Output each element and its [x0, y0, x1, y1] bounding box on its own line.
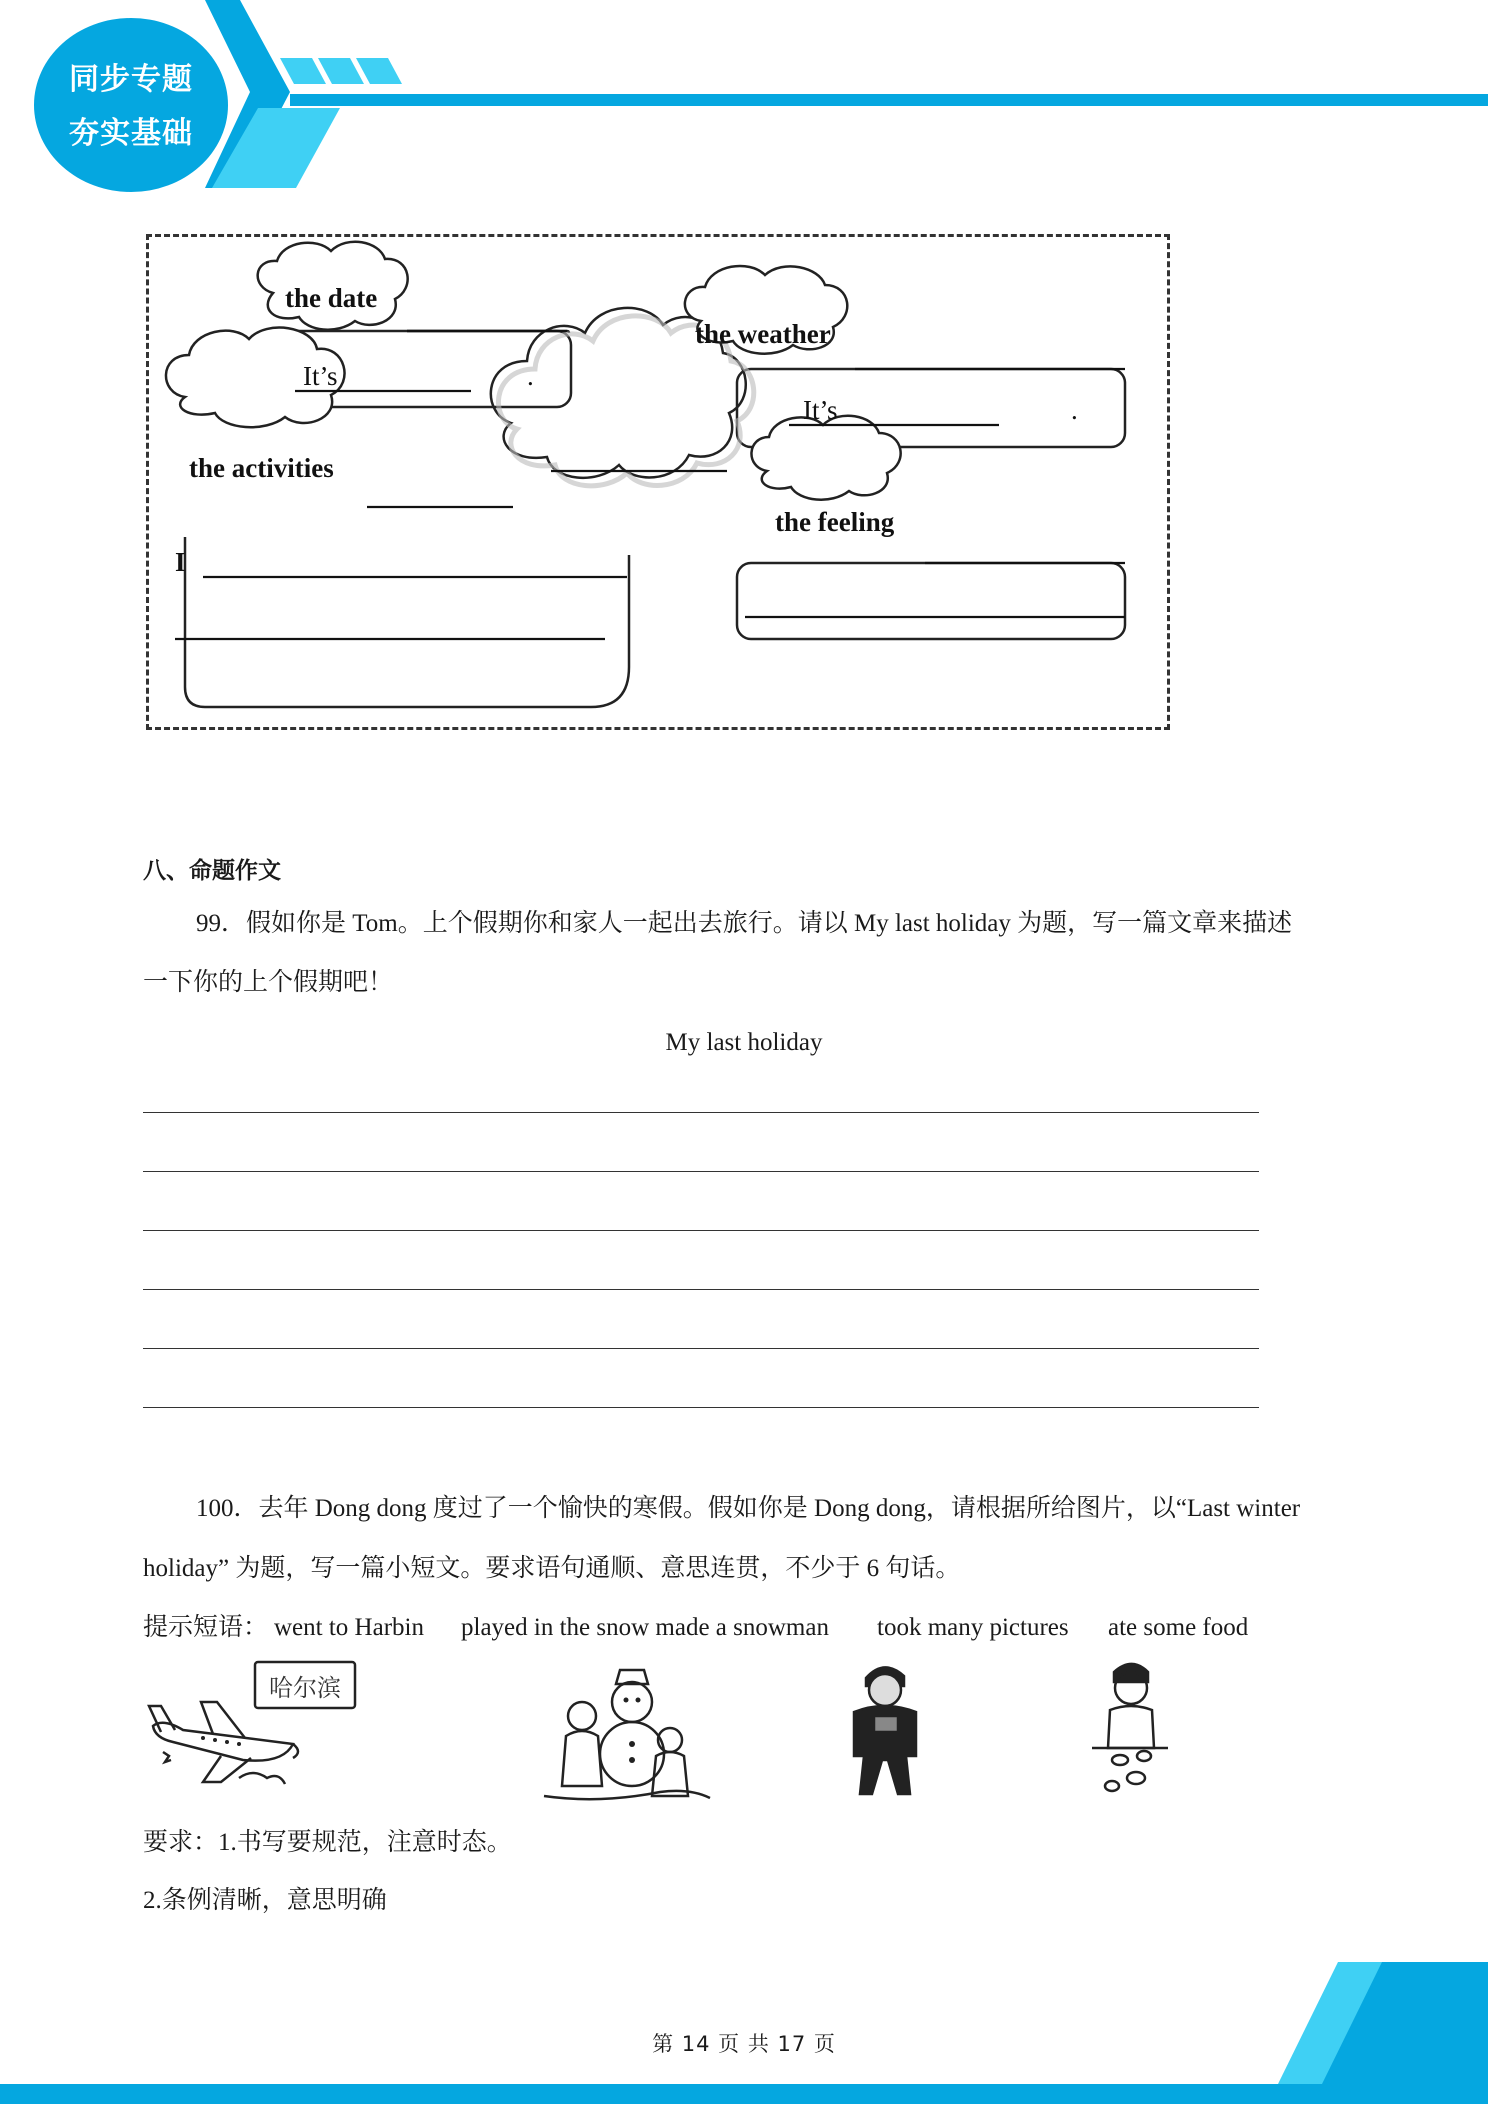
requirement-2: 2.条例清晰，意思明确 [143, 1887, 387, 1914]
badge-line-2: 夯实基础 [69, 116, 193, 151]
writing-line[interactable] [143, 1171, 1259, 1172]
footer-banner-graphic [0, 1950, 1488, 2104]
writing-line[interactable] [143, 1112, 1259, 1113]
activities-sentence: I [175, 547, 186, 577]
writing-line[interactable] [143, 1348, 1259, 1349]
page-header [0, 0, 1488, 200]
date-period: . [527, 361, 534, 391]
hint-phrase: played in the snow made a snowman [461, 1614, 829, 1641]
hint-phrase: ate some food [1108, 1614, 1249, 1641]
q99-prompt-line1: 99．假如你是 Tom。上个假期你和家人一起出去旅行。请以 My last holiday 为题，写一篇文章来描述 [196, 910, 1293, 937]
eating-boy-illustration [1090, 1656, 1170, 1808]
hint-phrase: went to Harbin [274, 1614, 424, 1641]
essay-title: My last holiday [665, 1029, 823, 1056]
date-sentence: It’s [303, 361, 338, 391]
q100-prompt-line2: holiday” 为题，写一篇小短文。要求语句通顺、意思连贯，不少于 6 句话。 [143, 1555, 961, 1582]
weather-cloud-label: the weather [695, 319, 831, 349]
diary-diagram [146, 234, 1170, 730]
section-title: 八、命题作文 [143, 858, 281, 884]
harbin-sign-text: 哈尔滨 [269, 1674, 341, 1702]
requirement-1: 要求：1.书写要规范，注意时态。 [143, 1829, 512, 1856]
q99-prompt-line2: 一下你的上个假期吧！ [143, 969, 394, 996]
snowman-illustration [540, 1656, 720, 1816]
header-badge [34, 18, 228, 192]
writing-line[interactable] [143, 1407, 1259, 1408]
date-cloud-label: the date [285, 283, 378, 313]
writing-line[interactable] [143, 1289, 1259, 1290]
weather-period: . [1071, 395, 1078, 425]
q100-prompt-line1: 100．去年 Dong dong 度过了一个愉快的寒假。假如你是 Dong dong，请根据所给图片，以“Last winter [196, 1495, 1301, 1522]
writing-line[interactable] [143, 1230, 1259, 1231]
airplane-harbin-illustration [143, 1656, 383, 1816]
hint-prefix: 提示短语： [143, 1614, 269, 1641]
photographer-illustration [840, 1656, 930, 1798]
hint-phrase: took many pictures [877, 1614, 1069, 1641]
activities-cloud-label: the activities [189, 453, 334, 483]
page-number: 第 14 页 共 17 页 [652, 2032, 836, 2056]
feeling-cloud-label: the feeling [775, 507, 895, 537]
badge-line-1: 同步专题 [69, 62, 193, 97]
weather-sentence: It’s [803, 395, 838, 425]
